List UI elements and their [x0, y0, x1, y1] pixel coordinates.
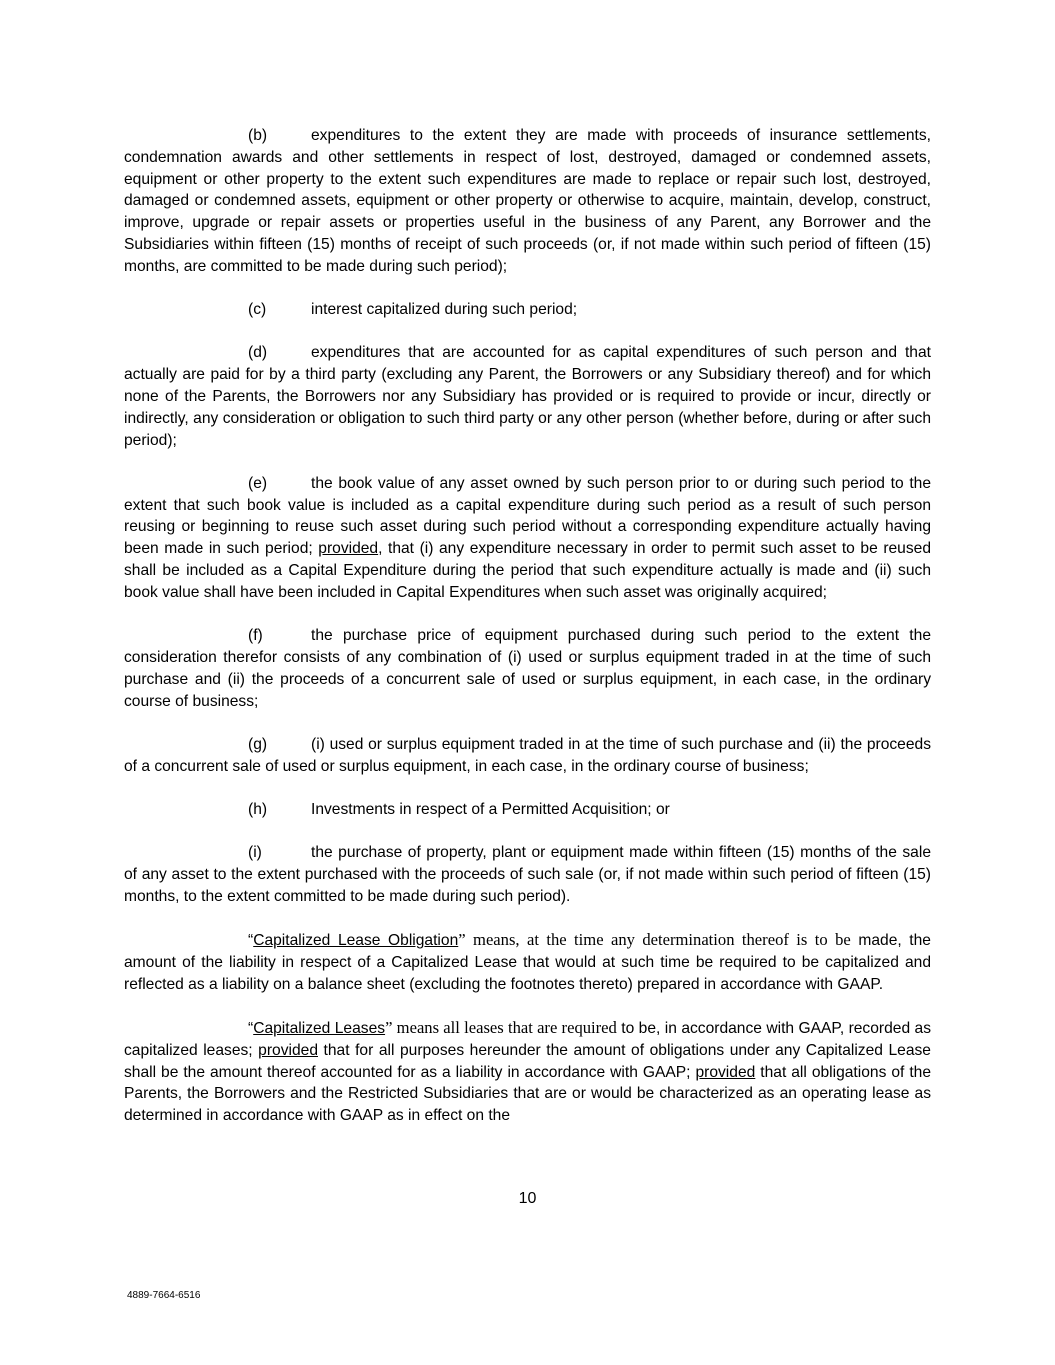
open-quote: “ [248, 932, 254, 950]
open-quote: “ [248, 1020, 254, 1037]
definition-text: to be, in accordance with GAAP, recorded as capitalized leases; [124, 1020, 931, 1059]
clause-c [124, 299, 931, 321]
defined-term: Capitalized Lease Obligation [253, 932, 459, 950]
clause-label: (c) [248, 301, 267, 319]
clause-e [124, 473, 931, 604]
defined-term: Capitalized Leases [253, 1020, 386, 1037]
definition-lead: means all leases that are required [392, 1018, 617, 1037]
definition-lead: means, at the time any determination thereof is to be [465, 930, 851, 950]
clause-i [124, 842, 931, 907]
clause-label: (g) [248, 735, 268, 753]
clause-label: (b) [248, 127, 268, 144]
provided-underlined: provided [318, 540, 379, 558]
definition-text: made, the amount of the liability in respect of a Capitalized Lease that would at such time be required to be capitalized and reflected as a liability on a balance sheet (excluding the footnotes thereto) prepared in accordance with GAAP. [124, 932, 931, 993]
clause-text: Investments in respect of a Permitted Acquisition; or [311, 800, 670, 818]
provided-underlined: provided [695, 1063, 756, 1081]
clause-f [124, 625, 931, 712]
clause-label: (i) [248, 844, 262, 862]
clause-text: (i) used or surplus equipment traded in at the time of such purchase and (ii) the proceeds of a concurrent sale of used or surplus equipment, in each case, in the ordinary course of business; [124, 735, 931, 775]
close-quote: ” [385, 1018, 393, 1037]
clause-h [124, 799, 931, 821]
clause-b [124, 125, 931, 278]
clause-text-continued: , that (i) any expenditure necessary in order to permit such asset to be reused shall be included as a Capital Expenditure during the period that such expenditure actually is made and (ii) such book value shall have been included in Capital Expenditures when such asset was originally acquired; [124, 540, 931, 601]
clause-text: the purchase of property, plant or equipment made within fifteen (15) months of the sale of any asset to the extent purchased with the proceeds of such sale (or, if not made within such period of fifteen (15) months, to the extent committed to be made during such period). [124, 844, 931, 905]
definition-capitalized-lease-obligation [124, 929, 931, 995]
clause-text: expenditures that are accounted for as capital expenditures of such person and that actually are paid for by a third party (excluding any Parent, the Borrowers or any Subsidiary thereof) and for which none of the Parents, the Borrowers nor any Subsidiary has provided or is required to provide or incur, directly or indirectly, any consideration or obligation to such third party or any other person (whether before, during or after such period); [124, 344, 931, 449]
clause-text: interest capitalized during such period; [311, 301, 578, 319]
provided-underlined: provided [258, 1041, 318, 1059]
close-quote: ” [458, 930, 466, 950]
document-id: 4889-7664-6516 [127, 1290, 201, 1301]
clause-label: (d) [248, 344, 268, 362]
document-body [124, 125, 931, 1148]
clause-d [124, 342, 931, 451]
clause-label: (e) [248, 474, 268, 492]
clause-text: the purchase price of equipment purchased during such period to the extent the consideration therefor consists of any combination of (i) used or surplus equipment traded in at the time of such purchase and (ii) the proceeds of a concurrent sale of used or surplus equipment, in each case, in the ordinary course of business; [124, 627, 931, 710]
clause-text: expenditures to the extent they are made with proceeds of insurance settlements, condemnation awards and other settlements in respect of lost, destroyed, damaged or condemned assets, equipment or other property to the extent such expenditures are made to replace or repair such lost, destroyed, damaged or condemned assets, equipment or other property or otherwise to acquire, maintain, develop, construct, improve, upgrade or repair assets or properties useful in the business of any Parent, any Borrower and the Subsidiaries within fifteen (15) months of receipt of such proceeds (or, if not made within such period of fifteen (15) months, are committed to be made during such period); [124, 127, 931, 275]
definition-text-continued: that for all purposes hereunder the amount of obligations under any Capitalized Lease shall be the amount thereof accounted for as a liability in accordance with GAAP; [124, 1041, 931, 1081]
definition-text-continued: that all obligations of the Parents, the Borrowers and the Restricted Subsidiaries that are or would be characterized as an operating lease as determined in accordance with GAAP as in effect on the [124, 1063, 931, 1125]
clause-text: the book value of any asset owned by such person prior to or during such period to the extent that such book value is included as a capital expenditure during such period as a result of such person reusing or beginning to reuse such asset during such period without a corresponding expenditure actually having been made in such period; [124, 474, 931, 558]
definition-capitalized-leases [124, 1017, 931, 1127]
page-number: 10 [518, 1190, 537, 1207]
clause-label: (f) [248, 627, 263, 645]
clause-g [124, 734, 931, 778]
clause-label: (h) [248, 800, 268, 818]
